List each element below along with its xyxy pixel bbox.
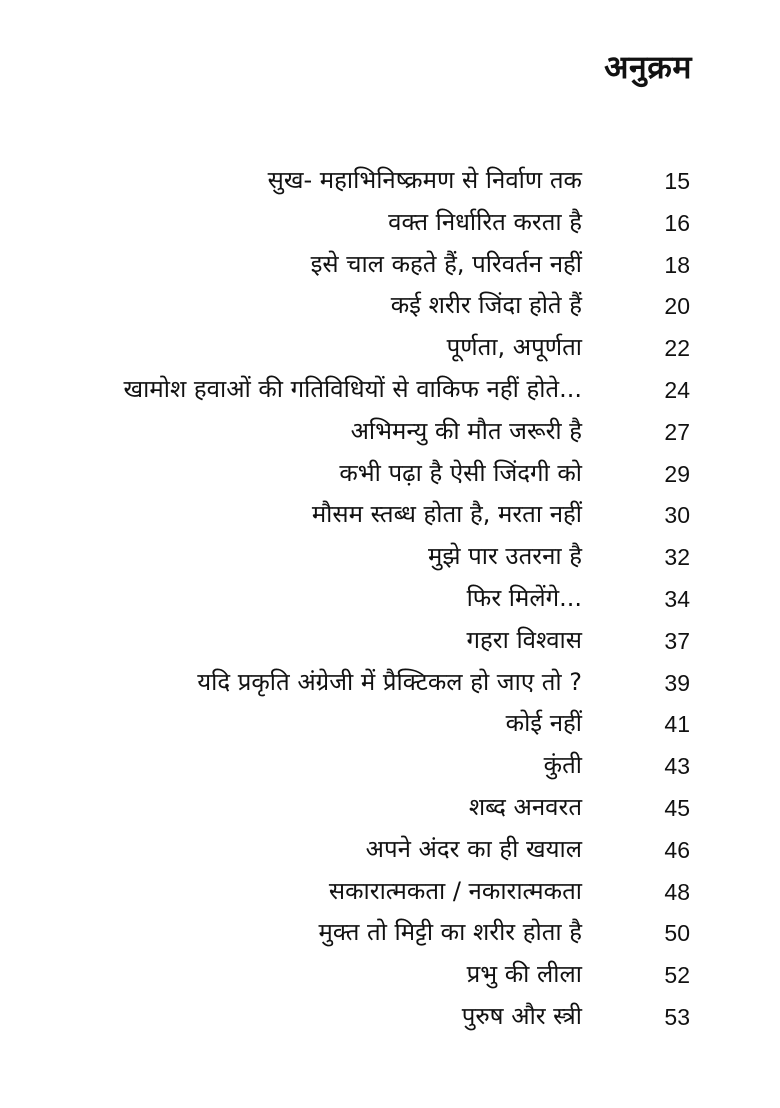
toc-entry-page-number: 16: [664, 209, 690, 236]
toc-entry-page-number: 46: [664, 836, 690, 863]
toc-entry-page-number: 48: [664, 878, 690, 905]
toc-entry: [40, 492, 700, 534]
toc-entry-page-number: 41: [664, 711, 690, 738]
toc-entry-title: प्रभु की लीला: [466, 960, 582, 989]
toc-entry: [40, 952, 700, 994]
toc-entry-title: सुख- महाभिनिष्क्रमण से निर्वाण तक: [267, 166, 582, 194]
toc-entry: [40, 618, 700, 660]
toc-entry: [40, 242, 700, 284]
toc-entry: [40, 200, 700, 242]
toc-entry: [40, 409, 700, 451]
toc-entry: [40, 910, 700, 952]
toc-entry-title: वक्त निर्धारित करता है: [388, 207, 582, 236]
toc-entry-title: कुंती: [543, 751, 582, 780]
toc-entry-title: अभिमन्यु की मौत जरूरी है: [350, 416, 582, 445]
toc-entry-title: मौसम स्तब्ध होता है, मरता नहीं: [311, 500, 582, 529]
toc-entry: [40, 283, 700, 325]
toc-entry: [40, 785, 700, 827]
toc-entry-title: खामोश हवाओं की गतिविधियों से वाकिफ नहीं होते...: [123, 374, 582, 403]
toc-entry-page-number: 52: [664, 962, 690, 989]
toc-entry-title: यदि प्रकृति अंग्रेजी में प्रैक्टिकल हो जाए तो ?: [197, 667, 582, 696]
toc-entry-title: गहरा विश्वास: [466, 625, 582, 654]
toc-entry-page-number: 29: [664, 460, 690, 487]
toc-entry-title: शब्द अनवरत: [468, 792, 582, 821]
toc-entry: [40, 367, 700, 409]
toc-entry: [40, 576, 700, 618]
toc-entry-title: पुरुष और स्त्री: [461, 1001, 582, 1030]
table-of-contents: [40, 158, 700, 1036]
toc-entry: [40, 158, 700, 200]
toc-entry-page-number: 37: [664, 627, 690, 654]
toc-entry: [40, 701, 700, 743]
toc-entry-page-number: 34: [664, 585, 690, 612]
toc-entry-title: मुझे पार उतरना है: [428, 542, 582, 571]
toc-entry-title: कई शरीर जिंदा होते हैं: [390, 291, 582, 320]
toc-entry-title: अपने अंदर का ही खयाल: [365, 834, 582, 863]
contents-heading: अनुक्रम: [604, 48, 692, 87]
toc-entry-title: कोई नहीं: [505, 709, 582, 738]
toc-entry-page-number: 27: [664, 418, 690, 445]
toc-entry: [40, 325, 700, 367]
toc-entry-page-number: 22: [664, 335, 690, 362]
toc-entry-title: सकारात्मकता / नकारात्मकता: [328, 876, 582, 905]
toc-entry-page-number: 50: [664, 920, 690, 947]
toc-entry-page-number: 45: [664, 794, 690, 821]
toc-entry: [40, 869, 700, 911]
toc-entry-page-number: 39: [664, 669, 690, 696]
toc-entry-title: फिर मिलेंगे...: [466, 583, 582, 612]
toc-entry: [40, 451, 700, 493]
toc-entry-page-number: 24: [664, 376, 690, 403]
toc-entry-page-number: 18: [664, 251, 690, 278]
toc-entry-page-number: 15: [664, 168, 690, 194]
toc-entry-page-number: 53: [664, 1003, 690, 1030]
toc-entry-title: मुक्त तो मिट्टी का शरीर होता है: [318, 918, 582, 947]
toc-entry-title: पूर्णता, अपूर्णता: [446, 333, 582, 362]
toc-entry: [40, 827, 700, 869]
toc-entry: [40, 994, 700, 1036]
toc-entry-title: कभी पढ़ा है ऐसी जिंदगी को: [339, 458, 582, 487]
toc-entry-page-number: 20: [664, 293, 690, 320]
toc-entry-title: इसे चाल कहते हैं, परिवर्तन नहीं: [310, 249, 582, 278]
toc-entry: [40, 534, 700, 576]
toc-entry-page-number: 30: [664, 502, 690, 529]
toc-entry: [40, 660, 700, 702]
toc-entry: [40, 743, 700, 785]
toc-entry-page-number: 32: [664, 544, 690, 571]
toc-entry-page-number: 43: [664, 753, 690, 780]
